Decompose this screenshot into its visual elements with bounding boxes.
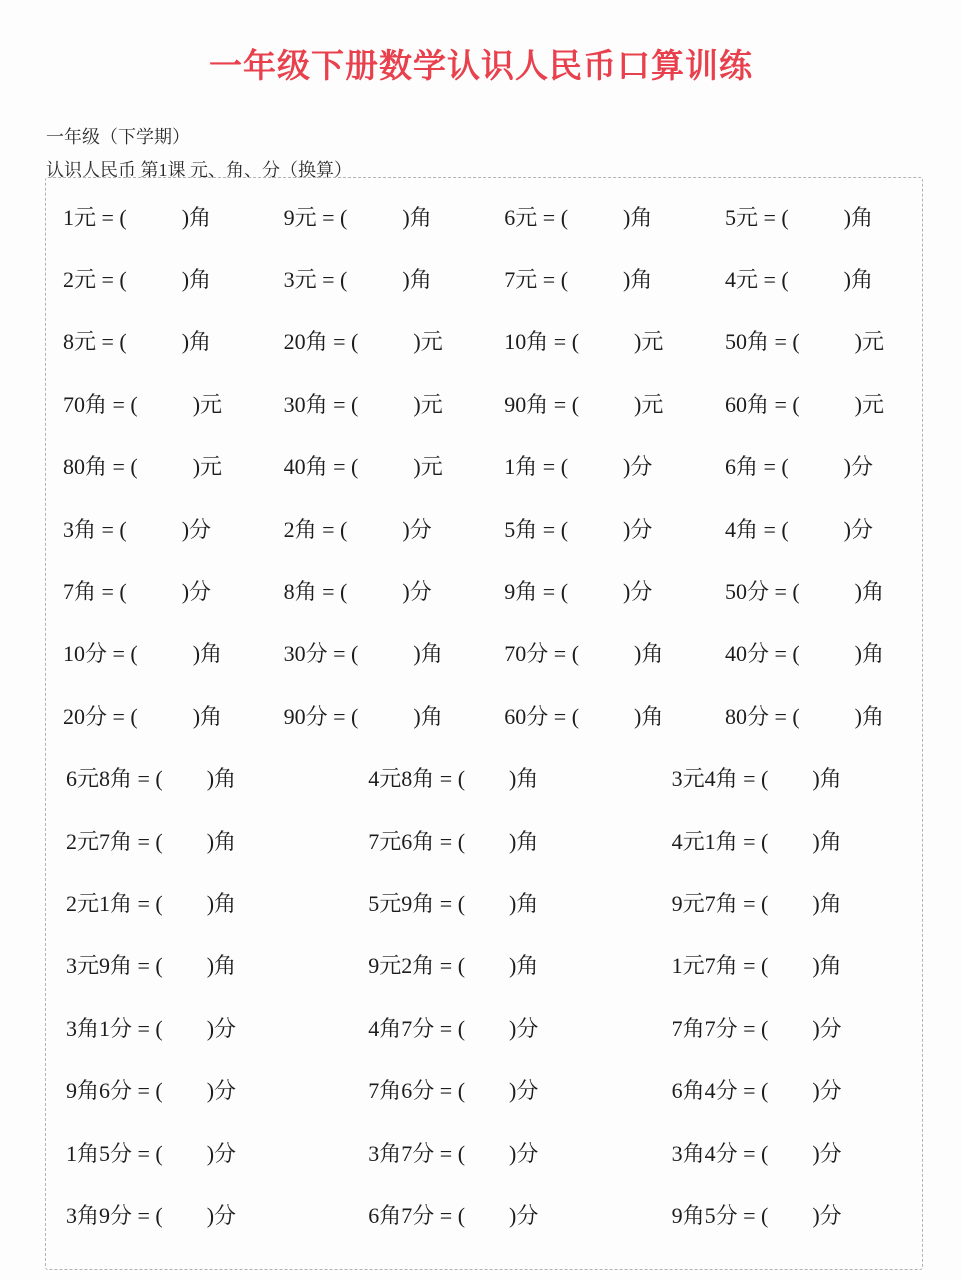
problem: 4元8角 = ( )角 — [368, 766, 539, 792]
problem: 90分 = ( )角 — [283, 703, 443, 729]
problem: 1角5分 = ( )分 — [66, 1140, 237, 1166]
problem: 9角5分 = ( )分 — [671, 1202, 842, 1228]
problem: 1角 = ( )分 — [504, 454, 653, 480]
problem: 4角7分 = ( )分 — [368, 1015, 539, 1041]
problem: 9角6分 = ( )分 — [66, 1078, 237, 1104]
problem: 40角 = ( )元 — [283, 454, 443, 480]
problem: 6元8角 = ( )角 — [66, 766, 237, 792]
problem: 3角1分 = ( )分 — [66, 1015, 237, 1041]
problem: 80角 = ( )元 — [63, 454, 223, 480]
problem: 50分 = ( )角 — [724, 579, 885, 605]
problem: 6角4分 = ( )分 — [671, 1078, 842, 1104]
problem: 3元 = ( )角 — [283, 267, 432, 293]
problem: 3角4分 = ( )分 — [671, 1140, 842, 1166]
problem: 50角 = ( )元 — [724, 329, 885, 355]
problem: 1元7角 = ( )角 — [671, 953, 842, 979]
problem: 20角 = ( )元 — [283, 329, 443, 355]
problem: 2元7角 = ( )角 — [66, 828, 237, 854]
problem: 10角 = ( )元 — [504, 329, 664, 355]
problem: 70分 = ( )角 — [504, 641, 664, 667]
problem: 40分 = ( )角 — [724, 641, 885, 667]
problem: 7元6角 = ( )角 — [368, 828, 539, 854]
problem: 7元 = ( )角 — [504, 267, 653, 293]
page-title: 一年级下册数学认识人民币口算训练 — [209, 47, 753, 84]
problem: 20分 = ( )角 — [63, 703, 223, 729]
problem: 3元9角 = ( )角 — [66, 953, 237, 979]
problem: 9元7角 = ( )角 — [671, 890, 842, 916]
problem: 3角 = ( )分 — [63, 516, 212, 542]
problem: 6角 = ( )分 — [724, 454, 874, 480]
problem: 7角6分 = ( )分 — [368, 1078, 539, 1104]
problem: 2元1角 = ( )角 — [66, 890, 237, 916]
compound-conversion-section — [46, 747, 922, 1246]
problem: 90角 = ( )元 — [504, 391, 664, 417]
problem: 7角 = ( )分 — [63, 579, 212, 605]
grade-line: 一年级（下学期） — [46, 127, 190, 147]
problem: 4元 = ( )角 — [724, 267, 874, 293]
problem: 4角 = ( )分 — [724, 516, 874, 542]
problem: 3角7分 = ( )分 — [368, 1140, 539, 1166]
problem: 60角 = ( )元 — [724, 391, 885, 417]
problem: 8元 = ( )角 — [63, 329, 212, 355]
problem: 2角 = ( )分 — [283, 516, 432, 542]
problem: 30角 = ( )元 — [283, 391, 443, 417]
problem: 3元4角 = ( )角 — [671, 766, 842, 792]
problem: 7角7分 = ( )分 — [671, 1015, 842, 1041]
problem: 3角9分 = ( )分 — [66, 1202, 237, 1228]
problem: 1元 = ( )角 — [63, 204, 212, 230]
problem: 9元 = ( )角 — [283, 204, 432, 230]
problem: 9角 = ( )分 — [504, 579, 653, 605]
problem: 9元2角 = ( )角 — [368, 953, 539, 979]
problem: 70角 = ( )元 — [63, 391, 223, 417]
problem: 6元 = ( )角 — [504, 204, 653, 230]
problem: 5元 = ( )角 — [724, 204, 874, 230]
problem: 6角7分 = ( )分 — [368, 1202, 539, 1228]
unit-conversion-section — [46, 185, 922, 747]
problem: 5元9角 = ( )角 — [368, 890, 539, 916]
problem: 30分 = ( )角 — [283, 641, 443, 667]
problem: 10分 = ( )角 — [63, 641, 223, 667]
problem: 2元 = ( )角 — [63, 267, 212, 293]
problem: 5角 = ( )分 — [504, 516, 653, 542]
lesson-line: 认识人民币 第1课 元、角、分（换算） — [46, 160, 352, 180]
problem: 8角 = ( )分 — [283, 579, 432, 605]
problem: 60分 = ( )角 — [504, 703, 664, 729]
problem: 80分 = ( )角 — [724, 703, 885, 729]
problem-box — [45, 177, 923, 1270]
problem: 4元1角 = ( )角 — [671, 828, 842, 854]
